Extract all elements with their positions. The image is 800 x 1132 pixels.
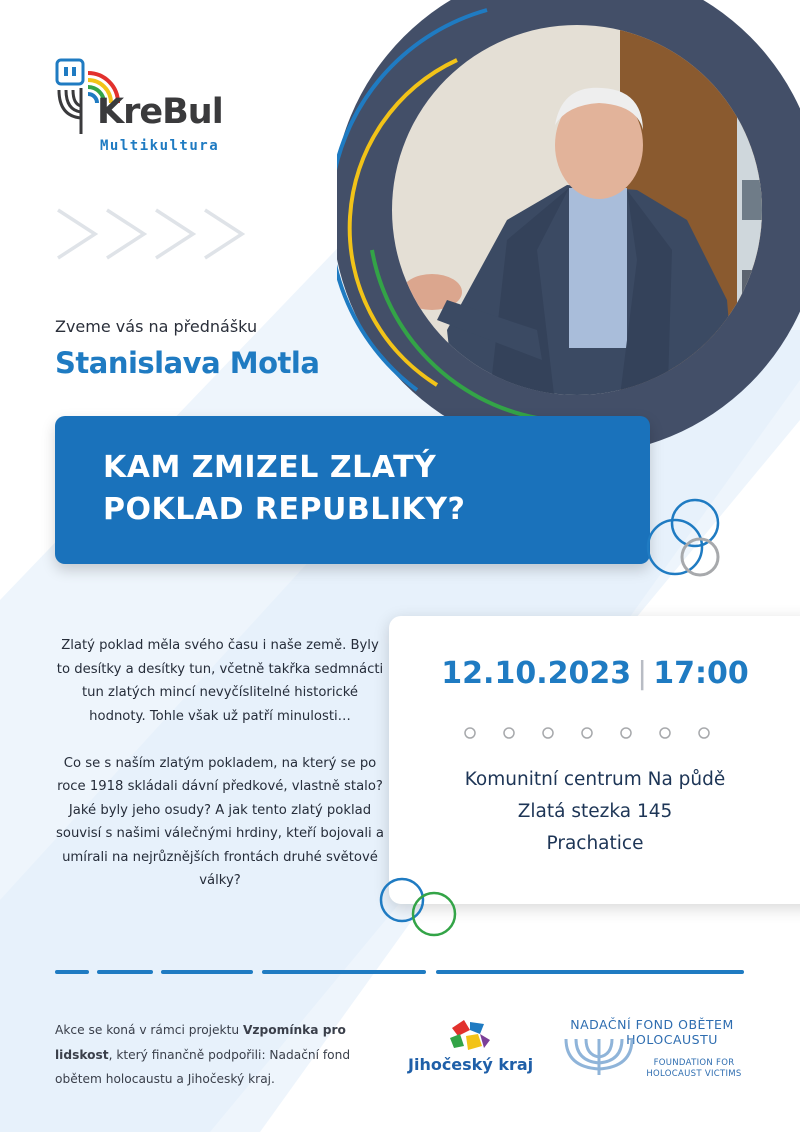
event-venue: Komunitní centrum Na půdě bbox=[464, 769, 726, 790]
krebul-logo bbox=[55, 58, 255, 158]
event-datetime bbox=[389, 656, 800, 691]
fund-title-line-1: NADAČNÍ FOND OBĚTEM bbox=[570, 1017, 734, 1032]
speaker-photo bbox=[337, 0, 800, 460]
fund-title-line-2: HOLOCAUSTU bbox=[626, 1032, 718, 1047]
lecture-title-line-2: POKLAD REPUBLIKY? bbox=[103, 492, 466, 527]
speaker-name: Stanislava Motla bbox=[55, 346, 320, 380]
footer-funding-text bbox=[55, 1018, 355, 1092]
brand-name: KreBul bbox=[97, 92, 223, 132]
region-emblem-icon bbox=[444, 1018, 494, 1054]
event-info-card bbox=[389, 616, 800, 904]
divider-segment bbox=[436, 970, 744, 974]
description-paragraph-2: Co se s naším zlatým pokladem, na který se po roce 1918 skládali dávní předkové, vlastně stalo? Jaké byly jeho osudy? A jak tento zlatý poklad souvisí s našimi válečnými hrdiny, kteří bojovali a umírali na nejrůznějších frontách druhé světové války? bbox=[56, 755, 384, 888]
fund-subtitle-line-2: HOLOCAUST VICTIMS bbox=[646, 1069, 742, 1079]
divider-segment bbox=[161, 970, 253, 974]
footer-text-prefix: Akce se koná v rámci projektu bbox=[55, 1023, 243, 1037]
description-paragraph-1: Zlatý poklad měla svého času i naše země. Byly to desítky a desítky tun, včetně takřka sedmnácti tun zlatých mincí nevyčíslitelné historické hodnoty. Tohle však už patří minulosti… bbox=[56, 638, 384, 724]
divider-segment bbox=[97, 970, 153, 974]
datetime-separator: | bbox=[637, 656, 648, 691]
event-date: 12.10.2023 bbox=[441, 656, 632, 691]
decorative-rings-icon bbox=[640, 497, 730, 582]
jihocesky-kraj-logo bbox=[408, 1018, 538, 1078]
chevron-arrows-icon bbox=[55, 207, 255, 261]
event-street: Zlatá stezka 145 bbox=[517, 801, 673, 822]
invitation-text: Zveme vás na přednášku bbox=[55, 317, 258, 336]
event-city: Prachatice bbox=[546, 833, 644, 854]
divider-segment bbox=[55, 970, 89, 974]
footer-project-name: Vzpomínka pro lidskost bbox=[55, 1023, 346, 1062]
divider-segment bbox=[262, 970, 426, 974]
lecture-description bbox=[55, 634, 385, 916]
event-time: 17:00 bbox=[653, 656, 749, 691]
holocaust-fund-logo bbox=[562, 1017, 742, 1087]
dot-row-icon bbox=[459, 724, 719, 742]
brand-tagline: Multikultura bbox=[100, 138, 220, 154]
fund-subtitle-line-1: FOUNDATION FOR bbox=[653, 1058, 735, 1068]
lecture-title-line-1: KAM ZMIZEL ZLATÝ bbox=[103, 450, 437, 485]
decorative-rings-small-icon bbox=[378, 876, 463, 942]
footer-text-suffix: , který finančně podpořili: Nadační fond obětem holocaustu a Jihočeský kraj. bbox=[55, 1047, 351, 1086]
menorah-icon bbox=[562, 1037, 637, 1077]
fund-subtitle bbox=[644, 1058, 744, 1080]
lecture-title-banner bbox=[55, 416, 650, 564]
region-name: Jihočeský kraj bbox=[408, 1055, 534, 1074]
